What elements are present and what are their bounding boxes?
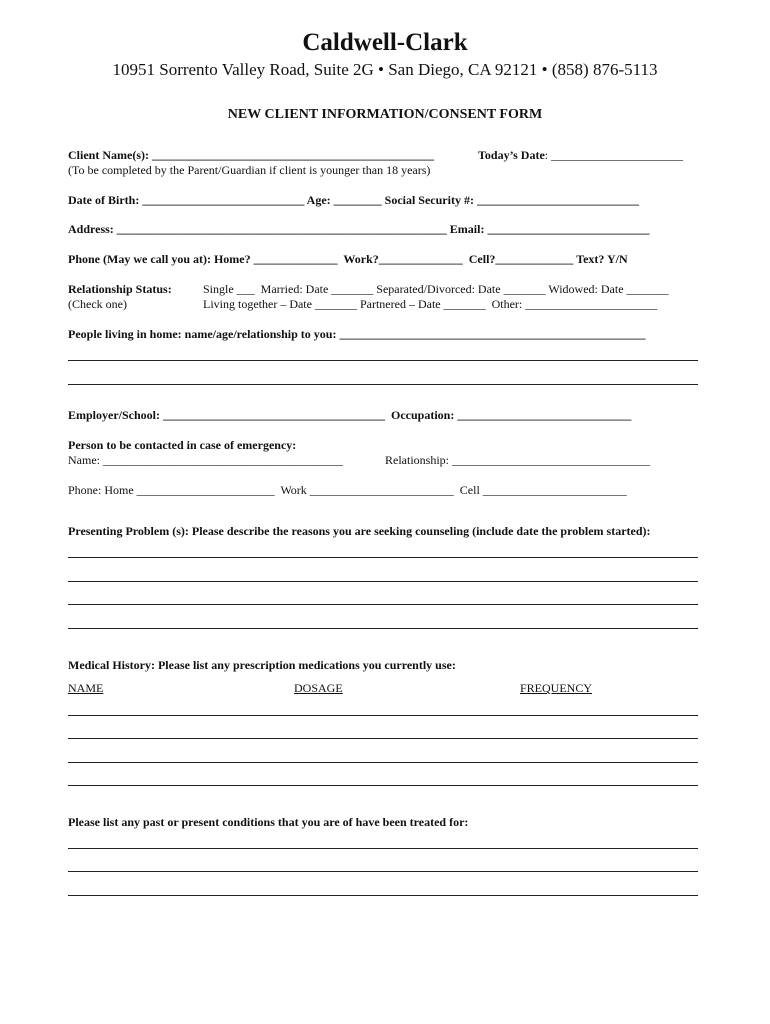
conditions-heading: Please list any past or present conditions that you are of have been treated for: bbox=[68, 815, 469, 829]
company-address: 10951 Sorrento Valley Road, Suite 2G • San Diego, CA 92121 • (858) 876-5113 bbox=[112, 60, 658, 79]
todays-date-label: Today’s Date bbox=[478, 148, 545, 162]
medication-blank-1[interactable] bbox=[68, 715, 698, 716]
parent-guardian-note: (To be completed by the Parent/Guardian if client is younger than 18 years) bbox=[68, 163, 431, 177]
form-title: NEW CLIENT INFORMATION/CONSENT FORM bbox=[227, 107, 543, 122]
emergency-phone-line[interactable]: Phone: Home _______________________ Work ________________________ Cell ________________________ bbox=[68, 483, 627, 497]
conditions-blank-1[interactable] bbox=[68, 848, 698, 849]
presenting-problem-blank-2[interactable] bbox=[68, 581, 698, 582]
relationship-check-one: (Check one) bbox=[68, 297, 127, 311]
presenting-problem-heading: Presenting Problem (s): Please describe the reasons you are seeking counseling (include date the problem started): bbox=[68, 524, 651, 538]
relationship-options-row2[interactable]: Living together – Date _______ Partnered – Date _______ Other: ______________________ bbox=[203, 297, 658, 311]
people-in-home-line[interactable]: People living in home: name/age/relationship to you: ___________________________________________________ bbox=[68, 327, 646, 341]
medication-frequency-column: FREQUENCY bbox=[520, 681, 593, 695]
dob-age-ssn-line[interactable]: Date of Birth: ___________________________ Age: ________ Social Security #: ___________________________ bbox=[68, 193, 639, 207]
conditions-blank-3[interactable] bbox=[68, 895, 698, 896]
employer-occupation-line[interactable]: Employer/School: _____________________________________ Occupation: _____________________________ bbox=[68, 408, 632, 422]
people-in-home-blank-2[interactable] bbox=[68, 384, 698, 385]
conditions-blank-2[interactable] bbox=[68, 871, 698, 872]
presenting-problem-blank-3[interactable] bbox=[68, 604, 698, 605]
relationship-options-row1[interactable]: Single ___ Married: Date _______ Separated/Divorced: Date _______ Widowed: Date _______ bbox=[203, 282, 669, 296]
presenting-problem-blank-1[interactable] bbox=[68, 557, 698, 558]
client-names-field[interactable]: Client Name(s): _______________________________________________ bbox=[68, 148, 434, 162]
phone-line[interactable]: Phone (May we call you at): Home? ______________ Work?______________ Cell?_____________ Text? Y/N bbox=[68, 252, 628, 266]
relationship-status-label: Relationship Status: bbox=[68, 282, 172, 296]
medication-name-column: NAME bbox=[68, 681, 104, 695]
company-name: Caldwell-Clark bbox=[302, 29, 468, 56]
medication-blank-4[interactable] bbox=[68, 785, 698, 786]
address-email-line[interactable]: Address: _______________________________________________________ Email: ___________________________ bbox=[68, 222, 650, 236]
people-in-home-blank-1[interactable] bbox=[68, 360, 698, 361]
medication-dosage-column: DOSAGE bbox=[294, 681, 343, 695]
medication-blank-2[interactable] bbox=[68, 738, 698, 739]
presenting-problem-blank-4[interactable] bbox=[68, 628, 698, 629]
todays-date-field[interactable] bbox=[478, 149, 683, 161]
emergency-relationship-field[interactable]: Relationship: _________________________________ bbox=[385, 453, 650, 467]
medical-history-heading: Medical History: Please list any prescription medications you currently use: bbox=[68, 658, 456, 672]
medication-blank-3[interactable] bbox=[68, 762, 698, 763]
emergency-name-field[interactable]: Name: ________________________________________ bbox=[68, 453, 343, 467]
todays-date-blank: : ______________________ bbox=[544, 148, 684, 162]
emergency-contact-heading: Person to be contacted in case of emergency: bbox=[68, 438, 297, 452]
